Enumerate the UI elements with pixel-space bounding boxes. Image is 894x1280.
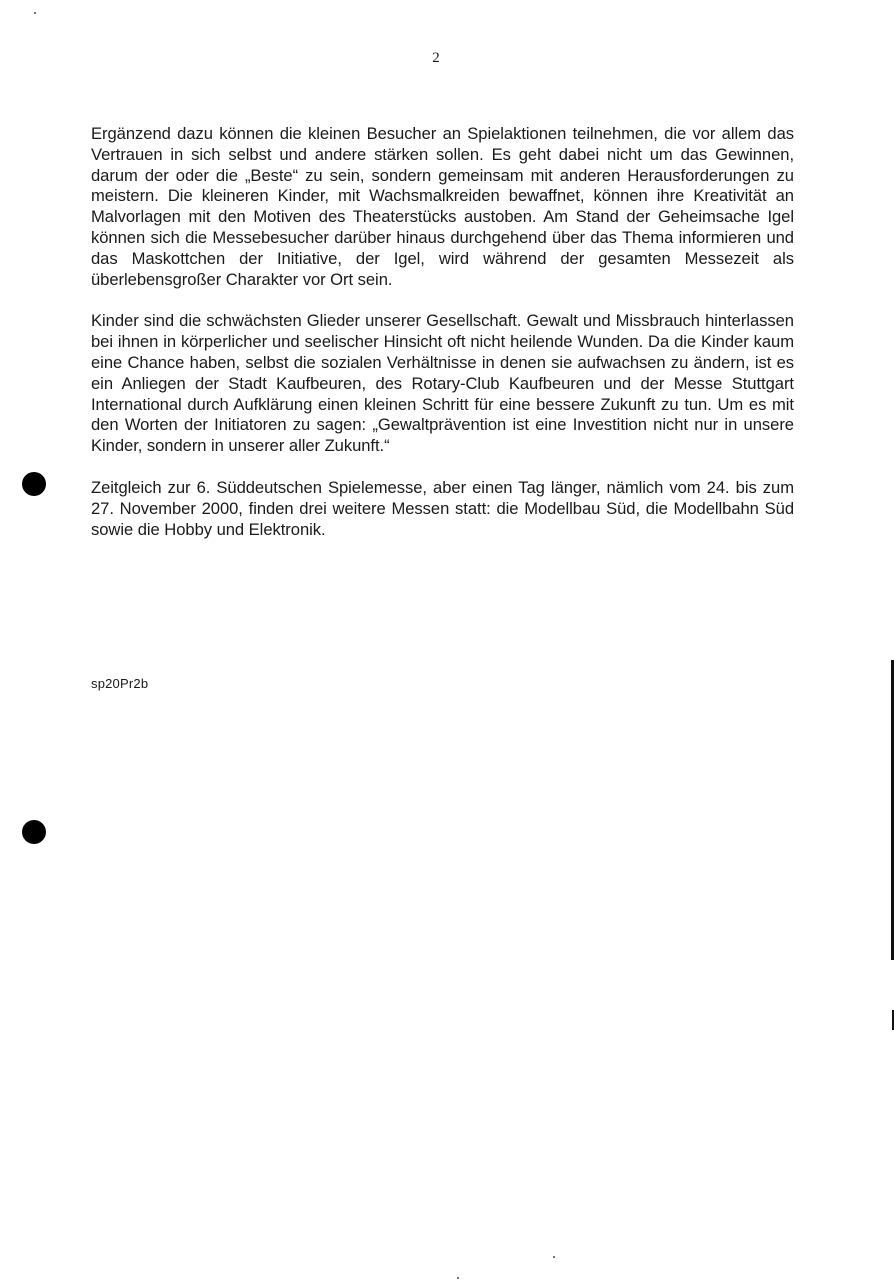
punch-hole-bottom xyxy=(22,820,46,844)
paragraph-violence-prevention: Kinder sind die schwächsten Glieder unserer Gesellschaft. Gewalt und Missbrauch hinterlassen bei ihnen in körperlicher und seelischer Hinsicht oft nicht heilende Wunden. Da die Kinder kaum eine Chance haben, selbst die sozialen Verhältnisse in denen sie aufwachsen zu ändern, ist es ein Anliegen der Stadt Kaufbeuren, des Rotary-Club Kaufbeuren und der Messe Stuttgart International durch Aufklärung einen kleinen Schritt für eine bessere Zukunft zu tun. Um es mit den Worten der Initiatoren zu sagen: „Gewaltprävention ist eine Investition nicht nur in unsere Kinder, sondern in unserer aller Zukunft.“ xyxy=(91,311,794,456)
document-body xyxy=(91,124,794,561)
scan-speck xyxy=(553,1256,555,1258)
page-number: 2 xyxy=(432,50,440,66)
scan-speck xyxy=(34,12,36,14)
punch-hole-top xyxy=(22,472,46,496)
document-code: sp20Pr2b xyxy=(91,676,149,691)
paragraph-concurrent-fairs: Zeitgleich zur 6. Süddeutschen Spielemesse, aber einen Tag länger, nämlich vom 24. bis zum 27. November 2000, finden drei weitere Messen statt: die Modellbau Süd, die Modellbahn Süd sowie die Hobby und Elektronik. xyxy=(91,477,794,539)
paragraph-activities: Ergänzend dazu können die kleinen Besucher an Spielaktionen teilnehmen, die vor allem das Vertrauen in sich selbst und andere stärken sollen. Es geht dabei nicht um das Gewinnen, darum der oder die „Beste“ zu sein, sondern gemeinsam mit anderen Herausforderungen zu meistern. Die kleineren Kinder, mit Wachsmalkreiden bewaffnet, können ihre Kreativität an Malvorlagen mit den Motiven des Theaterstücks austoben. Am Stand der Geheimsache Igel können sich die Messebesucher darüber hinaus durchgehend über das Thema informieren und das Maskottchen der Initiative, der Igel, wird während der gesamten Messezeit als überlebensgroßer Charakter vor Ort sein. xyxy=(91,124,794,289)
scan-speck xyxy=(457,1277,459,1279)
